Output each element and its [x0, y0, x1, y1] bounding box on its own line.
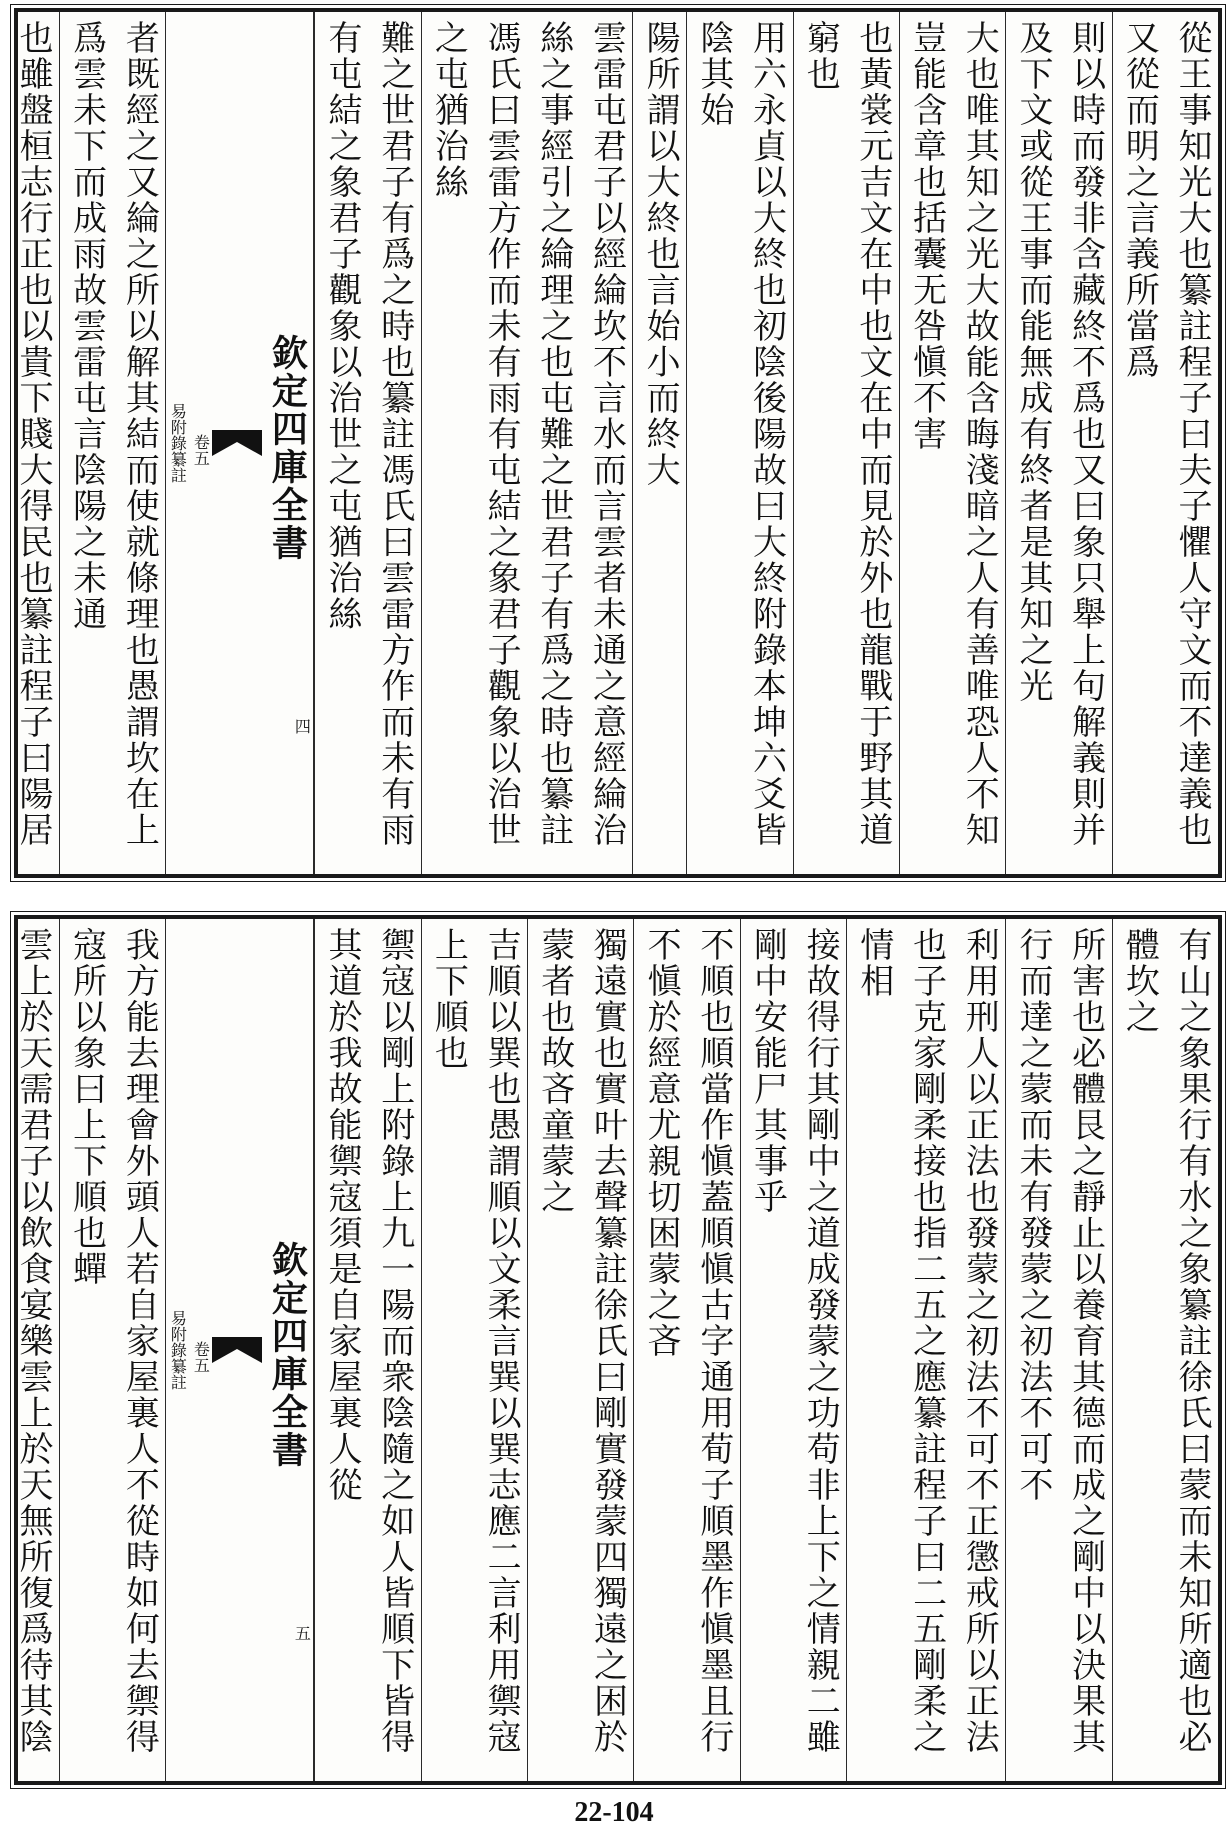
leaf-number: 五 [292, 1625, 312, 1641]
leaf-number: 四 [292, 718, 312, 734]
text-column: 從王事知光大也纂註程子曰夫子懼人守文而不達義也又從而明之言義所當爲 [1112, 12, 1218, 874]
text-column: 則以時而發非含藏終不爲也又曰象只舉上句解義則并及下文或從王事而能無成有終者是其知之光 [1005, 12, 1111, 874]
text-column: 不順也順當作愼蓋順愼古字通用荀子順墨作愼墨且行不愼於經意尤親切困蒙之吝 [633, 919, 739, 1781]
section-title: 易附錄纂註 [168, 403, 188, 483]
lower-leaf-columns [12, 919, 1218, 1781]
page-number: 22-104 [574, 1797, 654, 1828]
text-column: 所害也必體艮之靜止以養育其德而成之剛中以決果其行而達之蒙而未有發蒙之初法不可不 [1005, 919, 1111, 1781]
text-column: 也雖盤桓志行正也以貴下賤大得民也纂註程子曰陽居 [0, 12, 59, 874]
fish-tail-icon [212, 430, 262, 456]
center-gutter [165, 12, 314, 874]
lower-leaf [14, 915, 1222, 1785]
text-column: 我方能去理會外頭人若自家屋裏人不從時如何去禦得寇所以象曰上下順也蟬 [59, 919, 165, 1781]
book-title: 欽定四庫全書 [266, 334, 309, 562]
text-column: 雲上於天需君子以飲食宴樂雲上於天無所復爲待其陰 [0, 919, 59, 1781]
center-gutter [165, 919, 314, 1781]
upper-leaf [14, 8, 1222, 878]
text-column: 獨遠實也實叶去聲纂註徐氏曰剛實發蒙四獨遠之困於蒙者也故吝童蒙之 [527, 919, 633, 1781]
volume-label: 卷五 [191, 1341, 211, 1373]
text-column: 用六永貞以大終也初陰後陽故曰大終附錄本坤六爻皆陰其始 [686, 12, 792, 874]
text-column: 禦寇以剛上附錄上九一陽而衆陰隨之如人皆順下皆得其道於我故能禦寇須是自家屋裏人從 [314, 919, 420, 1781]
text-column: 雲雷屯君子以經綸坎不言水而言雲者未通之意經綸治絲之事經引之綸理之也屯難之世君子有爲之時也纂註馮氏曰雲雷方作而未有雨有屯結之象君子觀象以治世之屯猶治絲 [421, 12, 633, 874]
text-column: 接故得行其剛中之道成發蒙之功苟非上下之情親二雖剛中安能尸其事乎 [740, 919, 846, 1781]
text-column: 也黃裳元吉文在中也文在中而見於外也龍戰于野其道窮也 [793, 12, 899, 874]
section-title: 易附錄纂註 [168, 1310, 188, 1390]
text-column: 利用刑人以正法也發蒙之初法不可不正懲戒所以正法也子克家剛柔接也指二五之應纂註程子曰二五剛柔之情相 [846, 919, 1005, 1781]
upper-leaf-columns [12, 12, 1218, 874]
text-column: 吉順以巽也愚謂順以文柔言巽以巽志應二言利用禦寇上下順也 [421, 919, 527, 1781]
volume-label: 卷五 [191, 434, 211, 466]
book-title: 欽定四庫全書 [266, 1241, 309, 1469]
text-column: 大也唯其知之光大故能含晦淺暗之人有善唯恐人不知豈能含章也括囊无咎愼不害 [899, 12, 1005, 874]
text-column: 難之世君子有爲之時也纂註馮氏曰雲雷方作而未有雨有屯結之象君子觀象以治世之屯猶治絲 [314, 12, 420, 874]
text-column: 者既經之又綸之所以解其結而使就條理也愚謂坎在上爲雲未下而成雨故雲雷屯言陰陽之未通 [59, 12, 165, 874]
fish-tail-icon [212, 1337, 262, 1363]
text-column: 陽所謂以大終也言始小而終大 [632, 12, 686, 874]
text-column: 有山之象果行有水之象纂註徐氏曰蒙而未知所適也必體坎之 [1112, 919, 1218, 1781]
